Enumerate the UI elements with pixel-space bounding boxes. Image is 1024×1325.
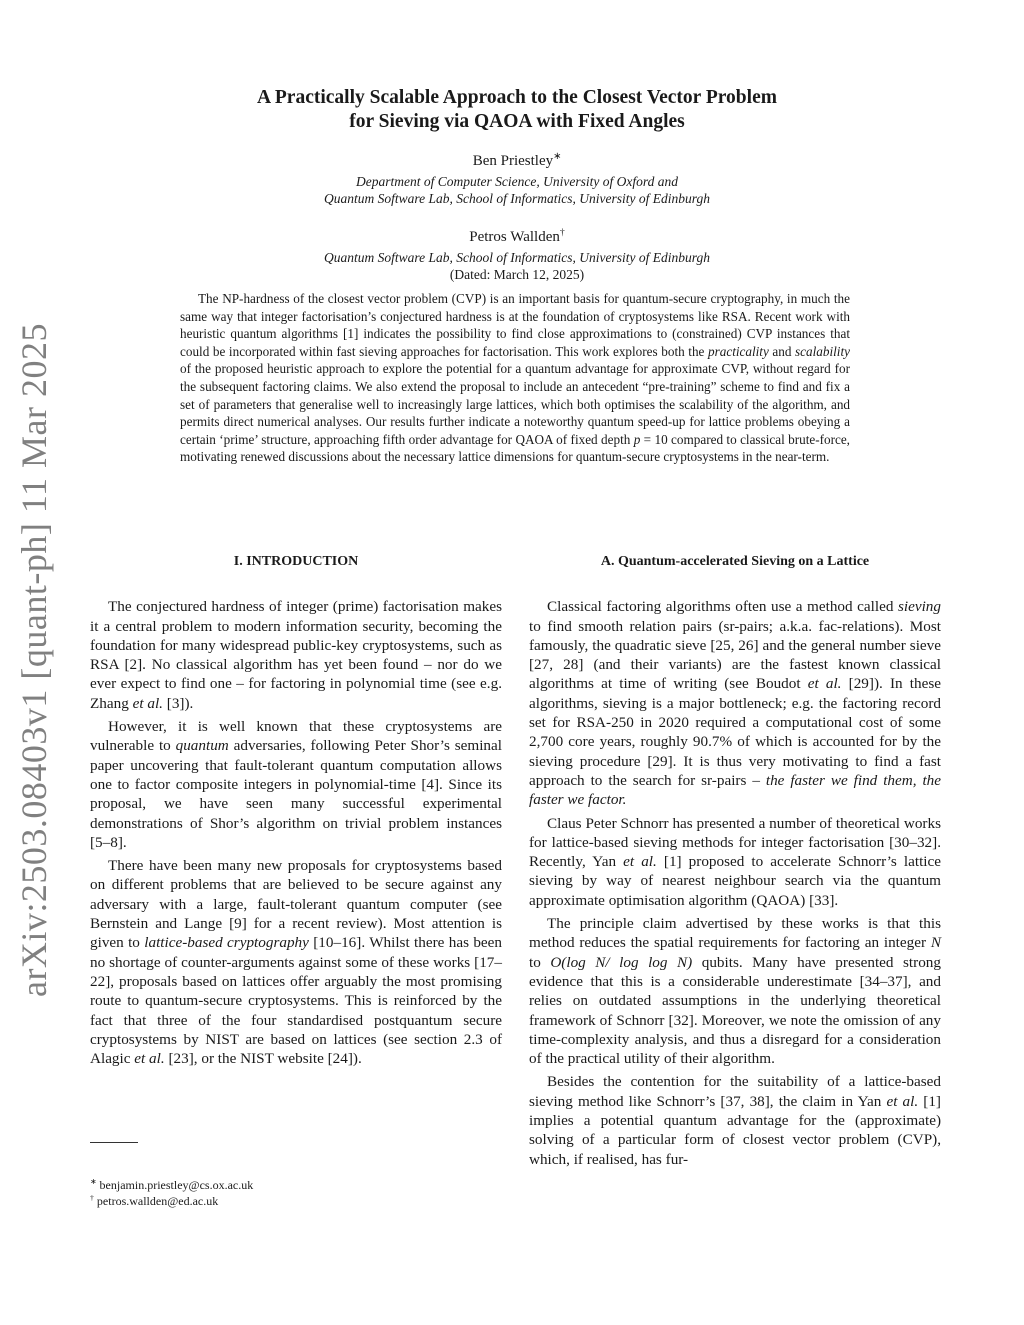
emphasis: et al. — [134, 1050, 165, 1068]
paragraph-text: qubits. Many have presented strong evidence that this is a considerable underestimate [34–37], and relies on outdated assumptions in the underlying theoretical framework of Schnorr [32]. Moreover, we note the omission of any time-complexity analysis, and thus a disregard for a consideration of the practical utility of their algorithm. — [529, 953, 941, 1068]
footnote-rule — [90, 1142, 138, 1143]
footnote-email-link[interactable]: petros.wallden@ed.ac.uk — [96, 1194, 219, 1208]
emphasis: lattice-based cryptography — [144, 934, 309, 952]
abstract-text: The NP-hardness of the closest vector problem (CVP) is an important basis for quantum-secure cryptography, in much the same way that integer factorisation’s conjectured hardness is at the foundation of cryptosystems like RSA. Recent work with heuristic quantum algorithms [1] indicates the possibility to find close approximations to (constrained) CVP instances that could be incorporated within fast sieving approaches for factorisation. This work explores both the — [180, 291, 850, 359]
right-column — [529, 552, 941, 1169]
left-column — [90, 552, 502, 1068]
paragraph-text: to — [529, 953, 551, 971]
arxiv-identifier — [10, 322, 58, 998]
abstract-math: p — [633, 431, 641, 447]
author-name-text: Petros Wallden — [469, 229, 560, 245]
footnote-2 — [90, 1194, 218, 1209]
emphasis: sieving — [897, 598, 941, 616]
math-expression: O(log N/ log log N) — [550, 953, 693, 971]
abstract-emphasis: practicality — [708, 343, 769, 359]
paragraph-text: to find smooth relation pairs (sr-pairs; a.k.a. fac-relations). Most famously, the quadratic sieve [25, 26] and the general number sieve [27, 28] (and their variants) are the fastest known classical algorithms at time of writing (see Boudot — [529, 617, 941, 693]
math-variable: N — [930, 934, 941, 952]
author-name — [120, 152, 914, 170]
abstract-text: and — [768, 343, 796, 359]
title-line-2: for Sieving via QAOA with Fixed Angles — [349, 111, 685, 132]
footnote-mark: † — [90, 1193, 94, 1202]
paragraph-text: adversaries, following Peter Shor’s seminal paper uncovering that fault-tolerant quantum computation allows one to factor composite integers in polynomial-time [4]. Since its proposal, we have seen many successful experimental demonstrations of Shor’s algorithm on trivial problem instances [5–8]. — [90, 737, 502, 851]
emphasis: et al. — [886, 1092, 919, 1110]
paragraph-text: [29]). In these algorithms, sieving is a major bottleneck; e.g. the factoring record set for RSA-250 in 2020 required a computational cost of some 2,700 core years, roughly 90.7% of which is accounted for by the sieving procedure [29]. It is thus very motivating to find a fast approach to the search for sr-pairs – — [529, 675, 941, 789]
dated-line: (Dated: March 12, 2025) — [449, 267, 585, 282]
author-affiliation: Quantum Software Lab, School of Informatics, University of Edinburgh — [324, 250, 710, 265]
paragraph — [529, 597, 941, 809]
author-footnote-mark: † — [559, 227, 565, 238]
subsection-heading: A. Quantum-accelerated Sieving on a Lattice — [600, 554, 870, 569]
abstract-text: of the proposed heuristic approach to explore the potential for a quantum advantage for approximate CVP, without regard for the subsequent factoring claims. We also extend the proposal to include an antecedent “pre-training” scheme to find and fix a set of parameters that generalise well to increasingly large lattices, which both optimises the scalability of the algorithm, and permits direct numerical analyses. Our results further indicate a noteworthy quantum speed-up for lattice problems obeying a certain ‘prime’ structure, approaching fifth order advantage for QAOA of fixed depth — [180, 361, 850, 447]
paper-title — [120, 86, 914, 134]
abstract-text: = 10 compared to classical brute-force, motivating renewed discussions about the necessary lattice dimensions for quantum-secure cryptosystems in the near-term. — [180, 431, 850, 465]
paragraph-text: Besides the contention for the suitability of a lattice-based sieving method like Schnorr’s [37, 38], the claim in Yan — [529, 1073, 941, 1110]
paragraph-text: However, it is well known that these cryptosystems are vulnerable to — [90, 718, 502, 755]
author-affiliation: Department of Computer Science, University of Oxford and — [356, 174, 678, 189]
section-heading-introduction: I. INTRODUCTION — [233, 554, 359, 569]
emphasis: et al. — [623, 853, 657, 871]
paragraph-text: [3]). — [162, 694, 194, 712]
emphasis: et al. — [132, 694, 163, 712]
paragraph-text: [23], or the NIST website [24]). — [164, 1050, 362, 1068]
abstract-emphasis: scalability — [795, 343, 850, 359]
emphasis: quantum — [175, 737, 229, 755]
author-block-2 — [120, 228, 914, 283]
title-line-1: A Practically Scalable Approach to the Closest Vector Problem — [257, 87, 777, 108]
paragraph-text: [10–16]. Whilst there has been no shortage of counter-arguments against some of these works [17–22], proposals based on lattices offer arguably the most promising route to quantum-secure cryptosystems. This is reinforced by the fact that three of the four standardised postquantum secure cryptosystems by NIST are based on lattices (see section 2.3 of Alagic — [90, 934, 502, 1068]
emphasis: the faster we find them, the faster we factor. — [529, 771, 941, 809]
paragraph — [90, 717, 502, 852]
paragraph-text: Classical factoring algorithms often use a method called — [547, 598, 898, 616]
paragraph-text: Claus Peter Schnorr has presented a number of theoretical works for lattice-based sieving methods for integer factorisation [30–32]. Recently, Yan — [529, 814, 941, 871]
arxiv-identifier-text: arXiv:2503.08403v1 [quant-ph] 11 Mar 2025 — [14, 322, 54, 998]
paragraph-text: [1] proposed to accelerate Schnorr’s lattice sieving by way of nearest neighbour search via the quantum approximate optimisation algorithm (QAOA) [33]. — [529, 853, 942, 909]
footnote-email-link[interactable]: benjamin.priestley@cs.ox.ac.uk — [99, 1178, 254, 1192]
author-affiliation: Quantum Software Lab, School of Informatics, University of Edinburgh — [324, 191, 710, 206]
footnote-mark: ∗ — [90, 1177, 97, 1186]
emphasis: et al. — [807, 675, 842, 693]
paragraph — [529, 1072, 941, 1168]
paragraph — [90, 597, 502, 713]
paragraph-text: There have been many new proposals for cryptosystems based on different problems that are believed to be secure against any adversary with a large, fault-tolerant quantum computer (see Bernstein and Lange [9] for a recent review). Most attention is given to — [90, 857, 502, 952]
paragraph — [529, 914, 941, 1068]
author-name — [120, 228, 914, 246]
paragraph — [529, 814, 941, 910]
abstract — [180, 290, 850, 466]
paragraph — [90, 856, 502, 1068]
paragraph-text: [1] implies a potential quantum advantage for the (approximate) solving of a particular form of closest vector problem (CVP), which, if realised, has fur- — [529, 1092, 941, 1168]
paragraph-text: The principle claim advertised by these works is that this method reduces the spatial requirements for factoring an integer — [529, 915, 941, 952]
footnote-1 — [90, 1178, 253, 1193]
author-footnote-mark: ∗ — [553, 151, 562, 162]
paragraph-text: The conjectured hardness of integer (prime) factorisation makes it a central problem to modern information security, becoming the foundation for many widespread public-key cryptosystems, such as RSA [2]. No classical algorithm has yet been found – nor do we ever expect to find one – for factoring in polynomial time (see e.g. Zhang — [90, 598, 502, 712]
author-name-text: Ben Priestley — [472, 153, 554, 169]
author-block-1 — [120, 152, 914, 207]
